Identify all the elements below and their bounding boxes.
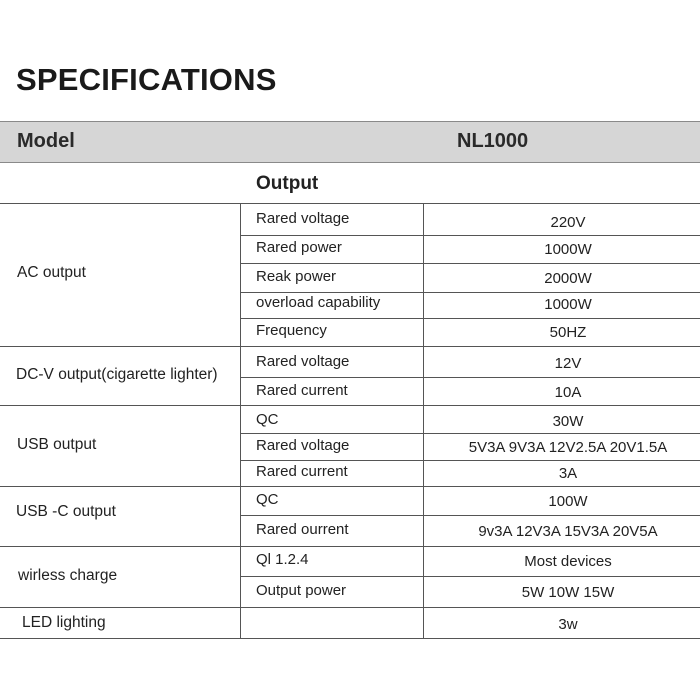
row-divider <box>0 346 700 347</box>
param-value: 12V <box>554 355 582 372</box>
param-label: Rared current <box>256 382 348 399</box>
param-label: Rared current <box>256 463 348 480</box>
section-heading-output: Output <box>256 173 319 194</box>
table-header <box>0 121 700 163</box>
param-value: 9v3A 12V3A 15V3A 20V5A <box>478 523 658 540</box>
param-value: 1000W <box>544 296 592 313</box>
param-value: 100W <box>548 493 588 510</box>
group-label: USB output <box>17 436 97 453</box>
param-label: Rared power <box>256 239 342 256</box>
model-label: Model <box>17 130 75 152</box>
group-label: USB -C output <box>16 503 116 520</box>
column-divider <box>423 203 424 639</box>
model-value: NL1000 <box>457 130 529 152</box>
page-title: SPECIFICATIONS <box>16 62 277 97</box>
param-value: 3w <box>558 616 578 633</box>
param-value: 220V <box>550 214 586 231</box>
param-value: 5W 10W 15W <box>521 584 615 601</box>
param-value: 3A <box>558 465 578 482</box>
param-value: 10A <box>554 384 582 401</box>
param-label: Rared voltage <box>256 437 350 454</box>
param-label: Frequency <box>256 322 327 339</box>
param-label: Output power <box>256 582 347 599</box>
row-divider <box>240 235 700 236</box>
param-value: 5V3A 9V3A 12V2.5A 20V1.5A <box>468 439 668 456</box>
row-divider <box>0 607 700 608</box>
param-value: Most devices <box>524 553 612 570</box>
param-label: Reak power <box>256 268 337 285</box>
row-divider <box>240 576 700 577</box>
param-label: Rared voltage <box>256 353 350 370</box>
param-value: 1000W <box>544 241 592 258</box>
param-label: overload capability <box>256 294 381 311</box>
row-divider <box>240 460 700 461</box>
group-label: wirless charge <box>18 567 118 584</box>
row-divider <box>240 292 700 293</box>
param-label: QC <box>256 411 279 428</box>
param-value: 2000W <box>544 270 592 287</box>
row-divider <box>0 405 700 406</box>
row-divider <box>240 318 700 319</box>
row-divider <box>240 377 700 378</box>
row-divider <box>0 486 700 487</box>
row-divider <box>240 433 700 434</box>
group-label: DC-V output(cigarette lighter) <box>16 366 218 383</box>
row-divider <box>0 638 700 639</box>
row-divider <box>240 263 700 264</box>
param-value: 30W <box>552 413 584 430</box>
param-value: 50HZ <box>549 324 587 341</box>
param-label: Ql 1.2.4 <box>256 551 309 568</box>
group-label: LED lighting <box>22 614 106 631</box>
row-divider <box>240 515 700 516</box>
param-label: QC <box>256 491 279 508</box>
param-label: Rared voltage <box>256 210 350 227</box>
row-divider <box>0 203 700 204</box>
group-label: AC output <box>17 264 86 281</box>
column-divider <box>240 203 241 639</box>
param-label: Rared ourrent <box>256 521 349 538</box>
row-divider <box>0 546 700 547</box>
